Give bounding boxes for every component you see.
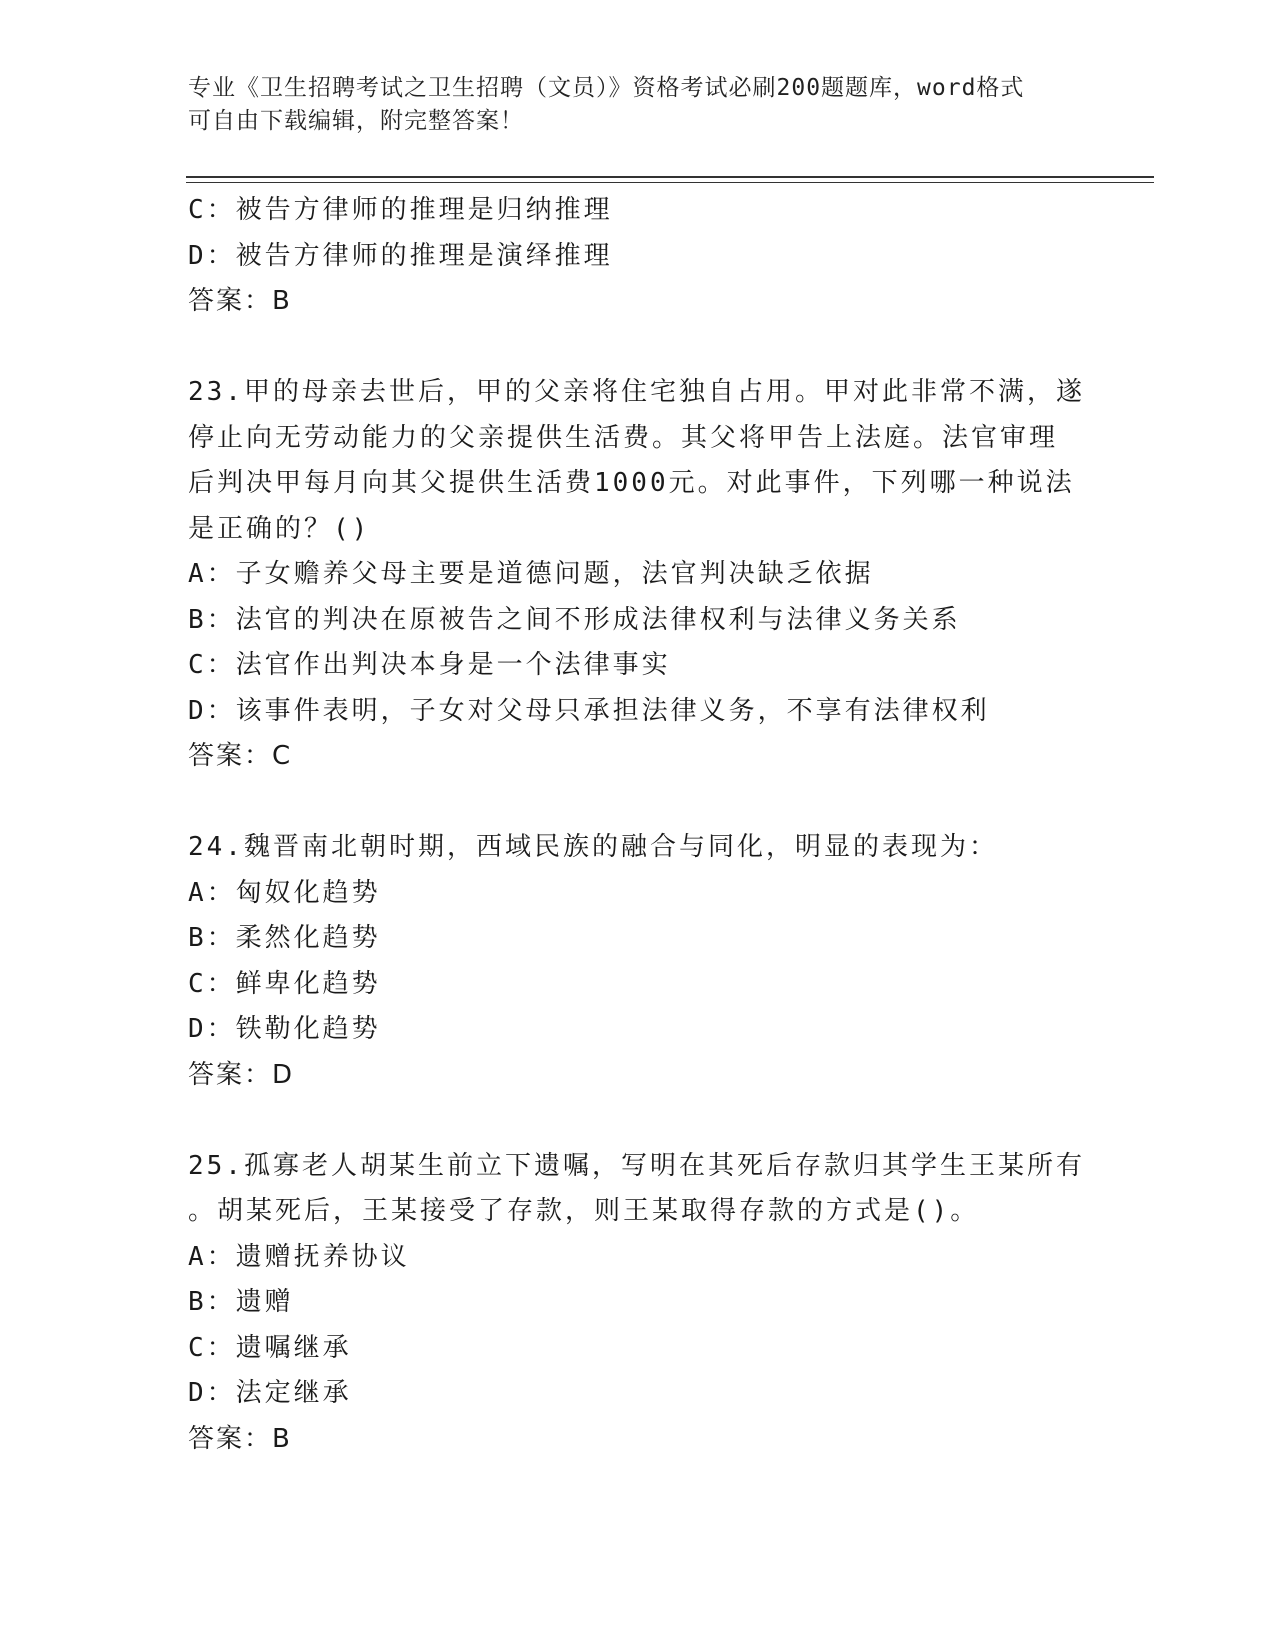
option-c: C：鲜卑化趋势 <box>188 968 381 999</box>
option-c: C：法官作出判决本身是一个法律事实 <box>188 650 671 680</box>
question-stem: 24.魏晋南北朝时期，西域民族的融合与同化，明显的表现为： <box>188 832 998 862</box>
answer: 答案：B <box>188 1423 292 1454</box>
question-stem-line: 25.孤寡老人胡某生前立下遗嘱，写明在其死后存款归其学生王某所有 <box>188 1150 1085 1181</box>
option-a: A：遗赠抚养协议 <box>188 1241 410 1272</box>
option-c: C：被告方律师的推理是归纳推理 <box>188 195 613 225</box>
answer: 答案：B <box>188 286 292 316</box>
question-25 <box>188 1144 1088 1463</box>
header-line-2: 可自由下载编辑，附完整答案！ <box>188 108 524 134</box>
header-rule-thick <box>186 176 1154 178</box>
question-stem-line: 。胡某死后，王某接受了存款，则王某取得存款的方式是()。 <box>188 1196 980 1226</box>
answer: 答案：D <box>188 1059 295 1090</box>
spacer <box>188 780 1088 826</box>
header-line-1: 专业《卫生招聘考试之卫生招聘（文员）》资格考试必刷200题题库，word格式 <box>188 75 1025 101</box>
document-header <box>188 72 1088 138</box>
question-stem-line: 是正确的？() <box>188 513 371 544</box>
option-b: B：遗赠 <box>188 1287 294 1317</box>
option-b: B：法官的判决在原被告之间不形成法律权利与法律义务关系 <box>188 604 961 635</box>
option-d: D：被告方律师的推理是演绎推理 <box>188 240 613 271</box>
spacer <box>188 325 1088 371</box>
question-22 <box>188 188 1088 325</box>
question-stem-line: 停止向无劳动能力的父亲提供生活费。其父将甲告上法庭。法官审理 <box>188 422 1059 453</box>
option-d: D：铁勒化趋势 <box>188 1014 381 1044</box>
answer: 答案：C <box>188 741 293 771</box>
question-content <box>188 188 1088 1462</box>
question-23 <box>188 370 1088 780</box>
option-b: B：柔然化趋势 <box>188 923 381 953</box>
option-d: D：该事件表明，子女对父母只承担法律义务，不享有法律权利 <box>188 695 990 726</box>
option-d: D：法定继承 <box>188 1378 352 1408</box>
question-stem-line: 23.甲的母亲去世后，甲的父亲将住宅独自占用。甲对此非常不满，遂 <box>188 377 1085 407</box>
option-a: A：匈奴化趋势 <box>188 877 381 908</box>
question-24 <box>188 825 1088 1098</box>
option-c: C：遗嘱继承 <box>188 1332 352 1363</box>
option-a: A：子女赡养父母主要是道德问题，法官判决缺乏依据 <box>188 559 874 589</box>
question-stem-line: 后判决甲每月向其父提供生活费1000元。对此事件，下列哪一种说法 <box>188 468 1075 498</box>
spacer <box>188 1098 1088 1144</box>
header-rule-thin <box>186 182 1154 183</box>
